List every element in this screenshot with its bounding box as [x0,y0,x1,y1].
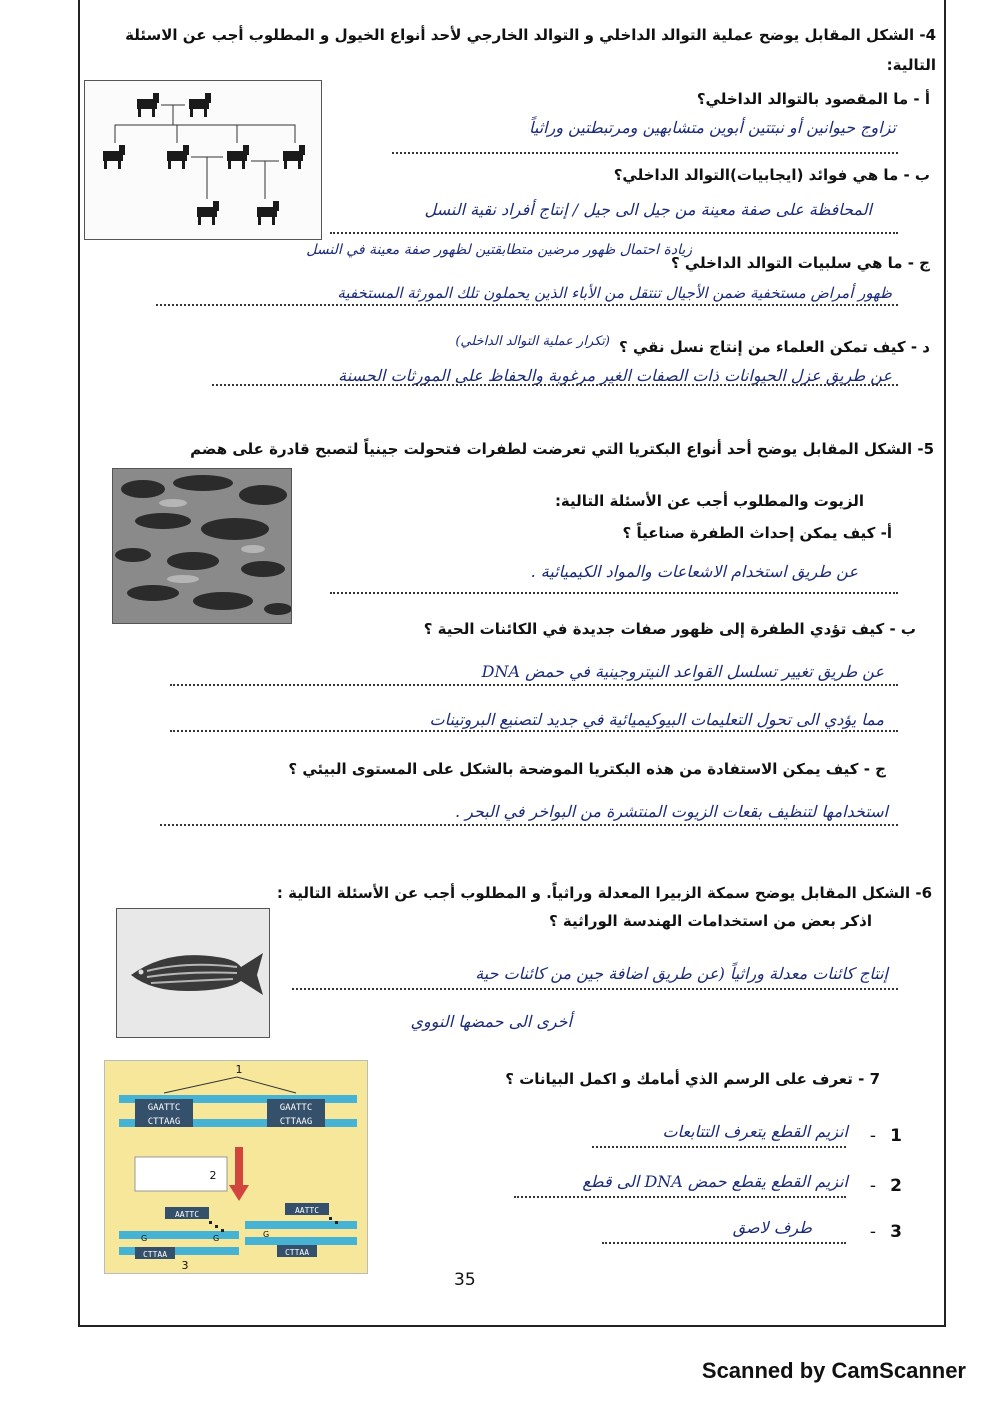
fig-label-1: 1 [235,1063,243,1076]
cut-top-right: AATTC [294,1206,320,1215]
g-mid: G [213,1234,220,1243]
horse-icon [167,145,189,169]
horse-icon [137,93,159,117]
q4-c-answer: ظهور أمراض مستخفية ضمن الأجيال تنتقل من الأباء الذين يحملون تلك المورثة المستخفية [337,284,892,302]
horse-icon [227,145,249,169]
fig-label-3: 3 [181,1259,189,1272]
q5-c-answer: استخدامها لتنظيف بقعات الزيوت المنتشرة من البواخر في البحر . [454,802,888,821]
q5-a-answer: عن طريق استخدام الاشعاعات والمواد الكيميائية . [530,562,858,581]
q4-c-question: ج - ما هي سلبيات التوالد الداخلي ؟ [670,254,930,272]
q7-item-3-answer: طرف لاصق [732,1218,812,1237]
q7-item-2-answer: انزيم القطع يقطع حمض DNA الى قطع [582,1172,848,1191]
answer-line [330,592,898,594]
q5-title: 5- الشكل المقابل يوضح أحد أنواع البكتريا التي تعرضت لطفرات فتحولت جينياً لتصبح قادرة على هضم [190,440,934,458]
q5-b-answer-1: عن طريق تغيير تسلسل القواعد النيتروجينية في حمض DNA [481,662,884,681]
q4-title-cont: التالية: [886,56,936,74]
seq-top-right: GAATTC [279,1103,313,1113]
q4-d-answer: عن طريق عزل الحيوانات ذات الصفات الغير مرغوبة والحفاظ على المورثات الحسنة [338,366,892,385]
q4-a-question: أ - ما المقصود بالتوالد الداخلي؟ [696,90,930,108]
horse-pedigree-figure [84,80,322,240]
q5-c-question: ج - كيف يمكن الاستفادة من هذه البكتريا الموضحة بالشكل على المستوى البيئي ؟ [288,760,886,778]
q6-title: 6- الشكل المقابل يوضح سمكة الزبيرا المعدلة وراثياً. و المطلوب أجب عن الأسئلة التالية : [276,884,932,902]
q6-answer-2: أخرى الى حمضها النووي [410,1012,572,1031]
q5-title-cont: الزيوت والمطلوب أجب عن الأسئلة التالية: [554,492,864,510]
bacteria-image [112,468,292,624]
q4-title: 4- الشكل المقابل يوضح عملية التوالد الداخلي و التوالد الخارجي لأحد أنواع الخيول و المطلوب أجب عن الاسئلة [125,26,936,44]
page-number: 35 [454,1270,476,1290]
q7-item-1-answer: انزيم القطع يتعرف التتابعات [662,1122,848,1141]
zebrafish-image [116,908,270,1038]
q6-answer-1: إنتاج كائنات معدلة وراثياً (عن طريق اضافة جين من كائنات حية [475,964,888,983]
q7-item-2-num: 2 [890,1176,902,1196]
answer-line [170,684,898,686]
q4-d-question: د - كيف تمكن العلماء من إنتاج نسل نقي ؟ [619,338,930,356]
answer-line [592,1146,846,1148]
answer-line [170,730,898,732]
answer-line [330,232,898,234]
g-right: G [263,1230,270,1239]
camscanner-footer: Scanned by CamScanner [701,1358,966,1383]
q4-a-answer: تزاوج حيوانين أو نبتتين أبوين متشابهين ومرتبطتين وراثياً [529,118,896,137]
q7-item-2-dash: - [869,1176,876,1196]
horse-icon [257,201,279,225]
q7-item-3-num: 3 [890,1222,902,1242]
answer-line [292,988,898,990]
q7-item-3-dash: - [869,1222,876,1242]
seq-bottom-right: CTTAAG [279,1117,313,1127]
q5-b-question: ب - كيف تؤدي الطفرة إلى ظهور صفات جديدة في الكائنات الحية ؟ [423,620,916,638]
cut-bottom-right: CTTAA [284,1248,310,1257]
q4-d-note: (تكرار عملية التوالد الداخلي) [455,334,610,349]
g-left: G [141,1234,148,1243]
answer-line [392,152,898,154]
fig-label-2: 2 [209,1169,217,1182]
q7-title: 7 - تعرف على الرسم الذي أمامك و اكمل البيانات ؟ [505,1070,880,1088]
answer-line [212,384,898,386]
q5-b-answer-2: مما يؤدي الى تحول التعليمات البيوكيميائية في جديد لتصنيع البروتينات [429,710,884,729]
restriction-enzyme-figure [104,1060,368,1274]
answer-line [160,824,898,826]
horse-icon [103,145,125,169]
q5-a-question: أ- كيف يمكن إحداث الطفرة صناعياً ؟ [622,524,892,542]
cut-top-left: AATTC [174,1210,200,1219]
q4-b-answer: المحافظة على صفة معينة من جيل الى جيل / إنتاج أفراد نقية النسل [424,200,872,219]
cut-bottom-left: CTTAA [142,1250,168,1259]
horse-icon [197,201,219,225]
q7-item-1-dash: - [869,1126,876,1146]
q6-sub: اذكر بعض من استخدامات الهندسة الوراثية ؟ [548,912,872,930]
seq-bottom-left: CTTAAG [147,1117,181,1127]
horse-icon [283,145,305,169]
seq-top-left: GAATTC [147,1103,181,1113]
answer-line [514,1196,846,1198]
answer-line [602,1242,846,1244]
q7-item-1-num: 1 [890,1126,902,1146]
horse-icon [189,93,211,117]
q4-c-answer-top: زيادة احتمال ظهور مرضين متطابقتين لظهور صفة معينة في النسل [306,242,692,258]
q4-b-question: ب - ما هي فوائد (ايجابيات)التوالد الداخلي؟ [613,166,930,184]
answer-line [156,304,898,306]
